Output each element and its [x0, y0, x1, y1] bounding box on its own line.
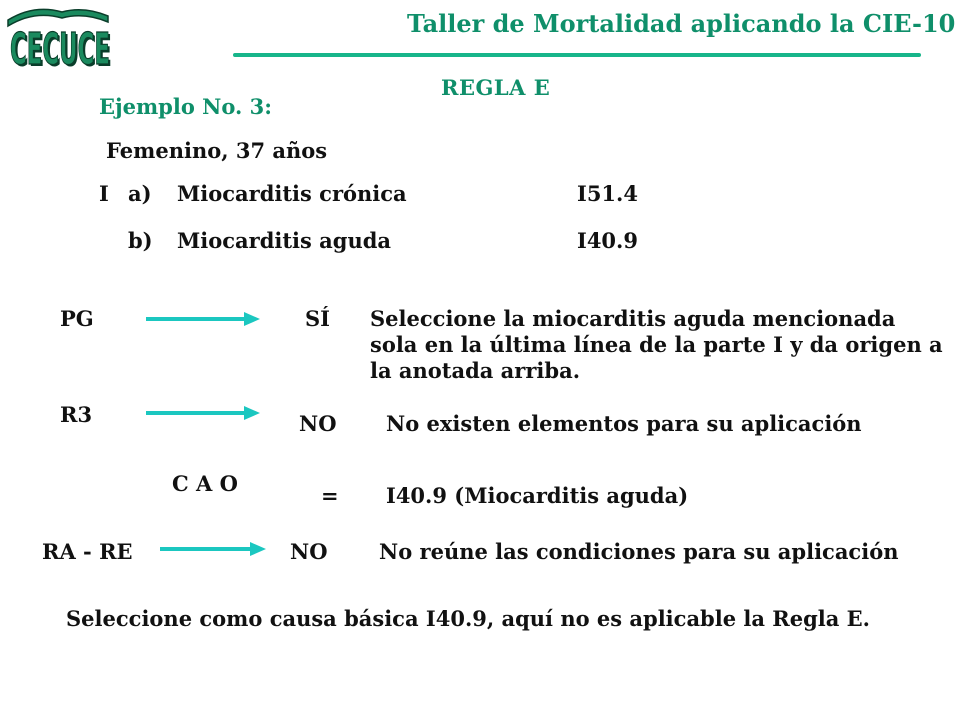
step-cao-text: I40.9 (Miocarditis aguda) [386, 483, 689, 508]
step-rare-rule: RA - RE [42, 539, 133, 564]
step-r3-text: No existen elementos para su aplicación [386, 411, 862, 436]
logo [4, 2, 114, 72]
line-b-label: b) [128, 228, 153, 253]
step-pg-arrow-icon [146, 309, 262, 329]
line-b-code: I40.9 [577, 228, 638, 253]
line-a-diagnosis: Miocarditis crónica [177, 181, 407, 206]
step-rare-answer: NO [290, 539, 328, 564]
patient-info: Femenino, 37 años [106, 138, 328, 163]
step-r3-rule: R3 [60, 402, 93, 427]
step-cao-rule: C A O [172, 471, 238, 496]
logo-graphic [4, 2, 114, 72]
step-r3-arrow-icon [146, 403, 262, 423]
conclusion-text: Seleccione como causa básica I40.9, aquí no es aplicable la Regla E. [66, 606, 870, 631]
svg-text:CECUCE: CECUCE [12, 26, 112, 72]
step-pg-rule: PG [60, 306, 94, 331]
step-cao-equals: = [321, 483, 339, 508]
logo-text: CECUCE [10, 24, 110, 72]
step-rare-arrow-icon [160, 539, 276, 559]
step-pg-answer: SÍ [305, 306, 330, 331]
step-pg-text: Seleccione la miocarditis aguda mencionada sola en la última línea de la parte I y da origen a la anotada arriba. [370, 306, 943, 383]
step-r3-answer: NO [299, 411, 337, 436]
line-b-diagnosis: Miocarditis aguda [177, 228, 392, 253]
page-title: Taller de Mortalidad aplicando la CIE-10 [407, 9, 956, 38]
part-label: I [99, 181, 109, 206]
example-title: Ejemplo No. 3: [99, 94, 272, 119]
rule-heading: REGLA E [441, 75, 551, 100]
line-a-label: a) [128, 181, 152, 206]
step-rare-text: No reúne las condiciones para su aplicación [379, 539, 899, 564]
header-divider [233, 53, 921, 57]
line-a-code: I51.4 [577, 181, 638, 206]
